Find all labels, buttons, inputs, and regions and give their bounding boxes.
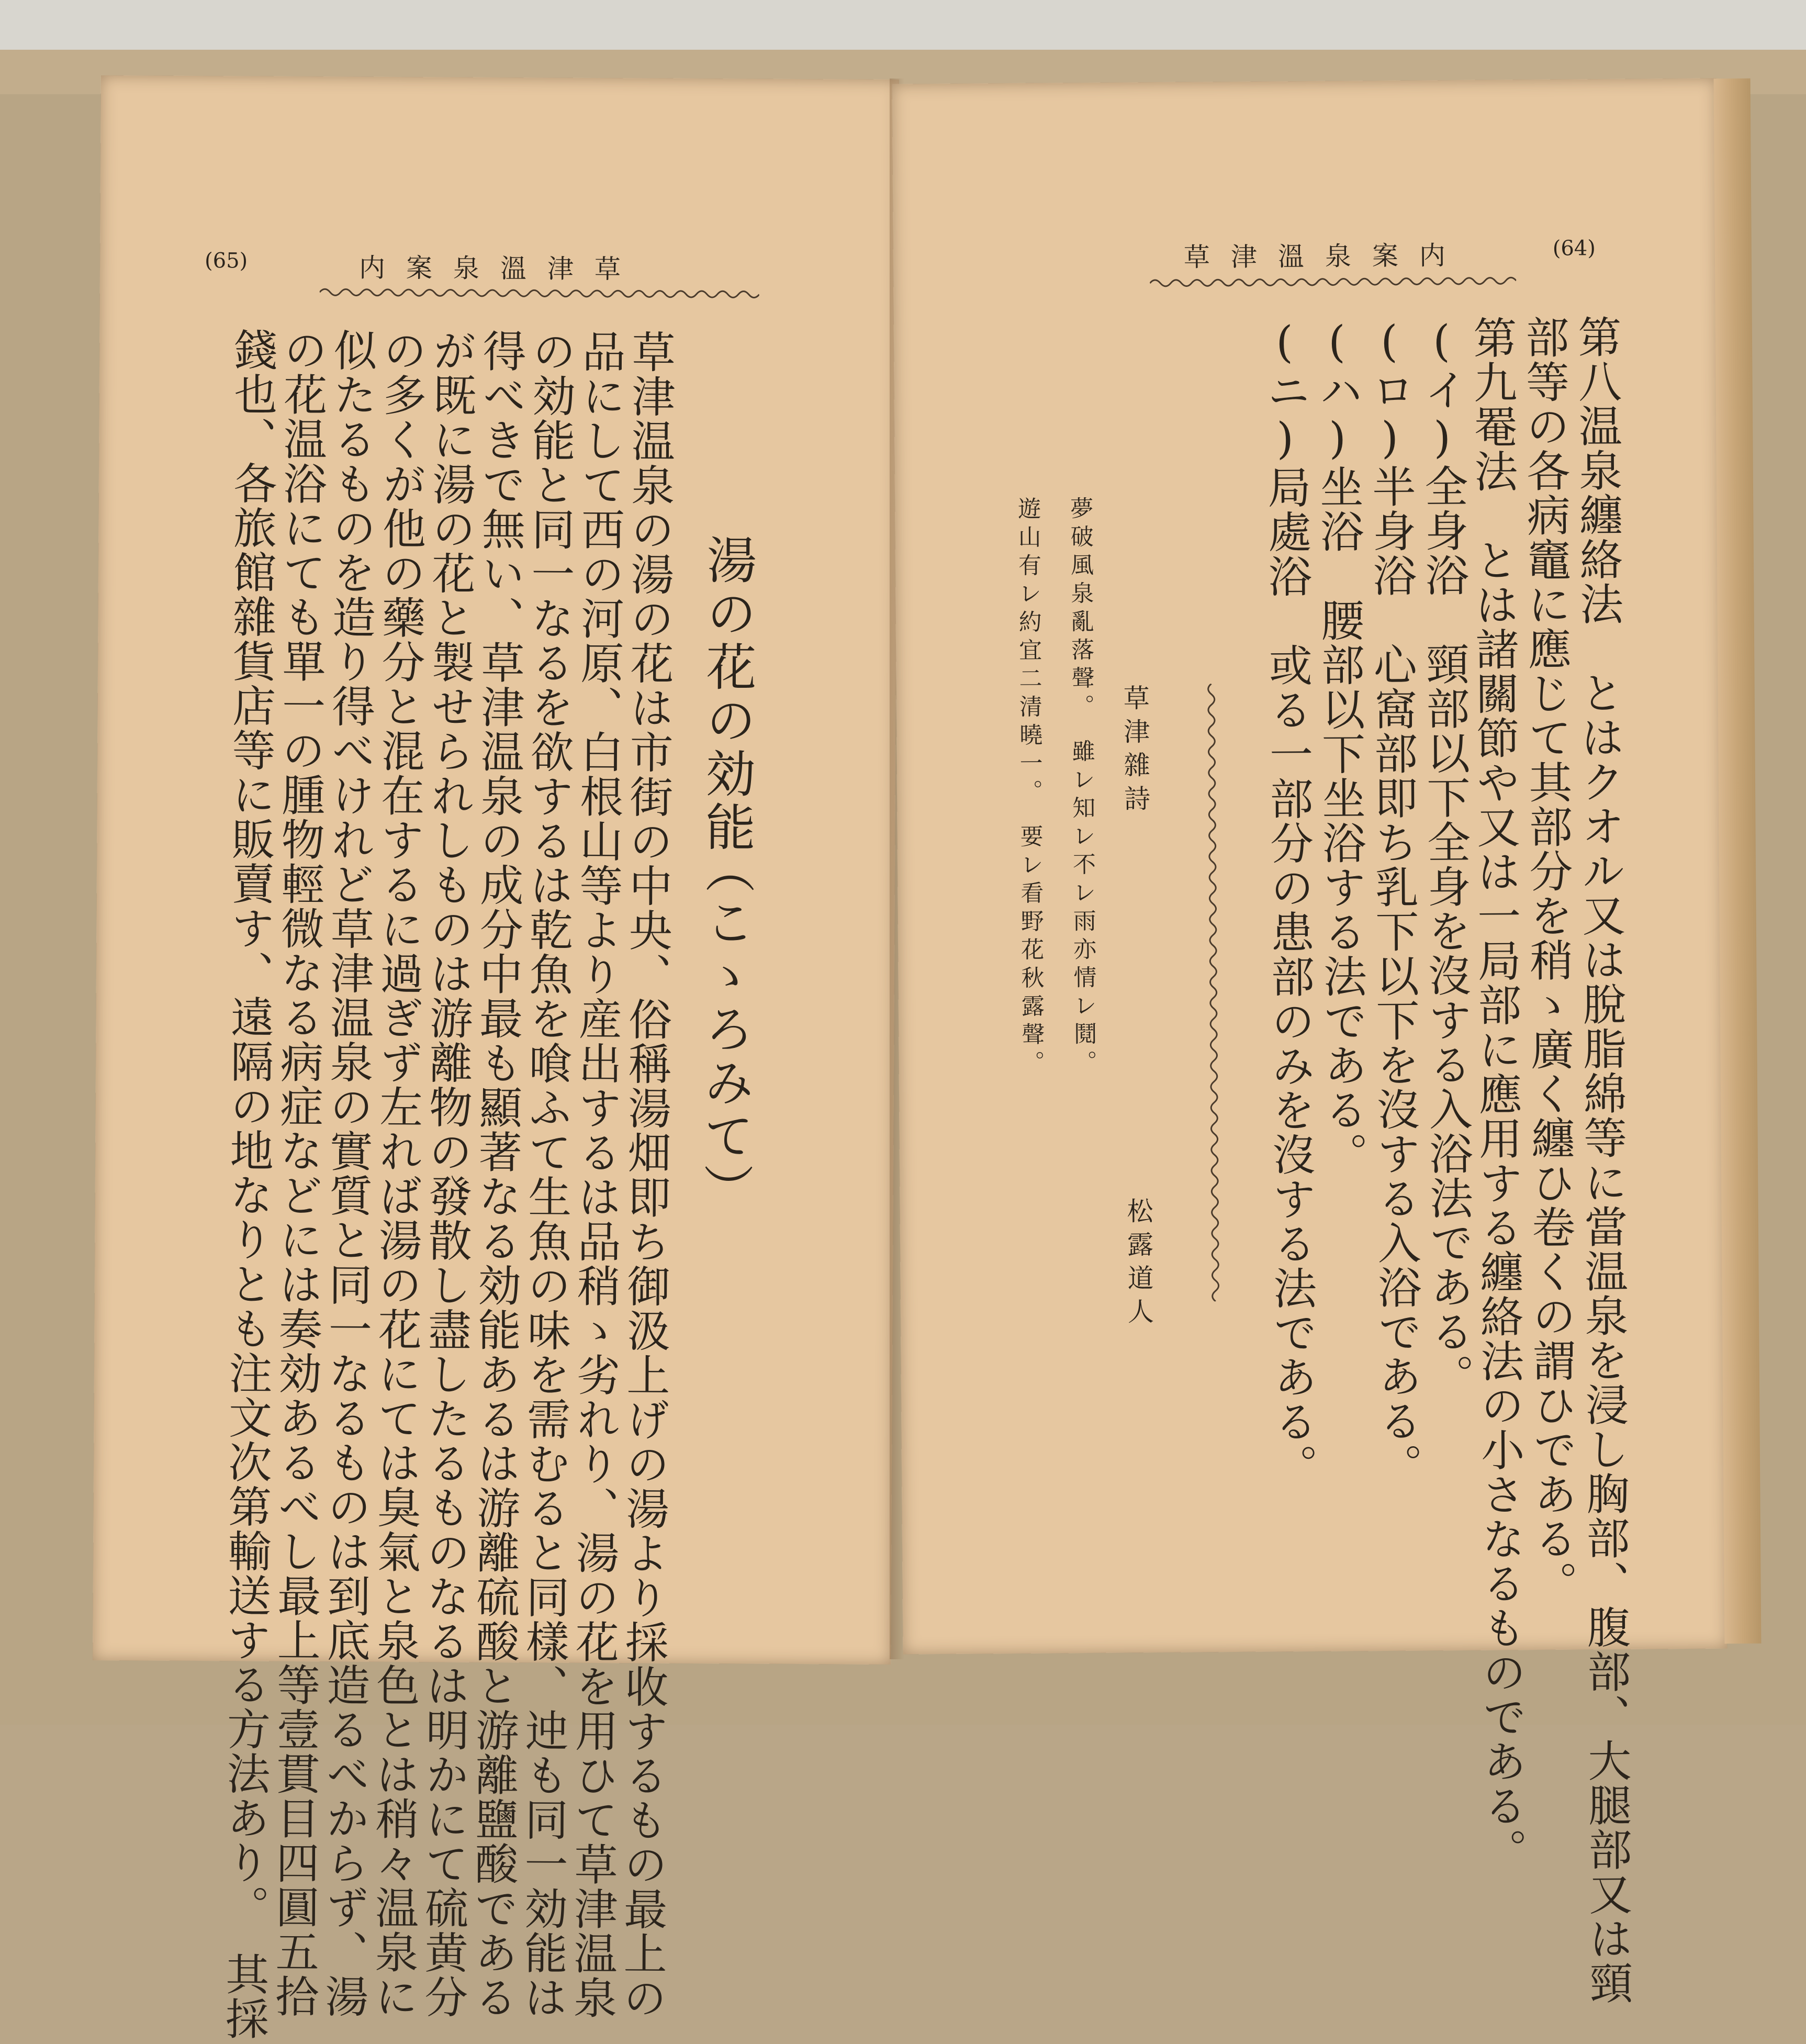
article-byline: （こゝろみて） — [695, 843, 756, 1217]
right-column-6: (ハ)坐浴 腰部以下坐浴する法である。 — [1311, 316, 1368, 1177]
poem-title: 草津雜詩 — [1119, 684, 1151, 819]
right-column-3: 第九罨法 とは諸關節や又は一局部に應用する纏絡法の小さなるものである。 — [1465, 315, 1528, 1873]
body-column-7: 似たるものを造り得べけれど草津温泉の實質と同一なるものは到底造るべからず、湯 — [317, 328, 377, 2019]
body-column-3: の効能と同一なるを欲するは乾魚を喰ふて生魚の味を需むると同樣、迚も同一効能は — [516, 329, 576, 2020]
body-column-9: 錢也、各旅館雜貨店等に販賣す、遠隔の地なりとも注文次第輸送する方法あり。 其採 — [218, 327, 278, 2041]
body-column-5: が既に湯の花と製せられしものは游離物の發散し盡したるものなるは明かにて硫黄分 — [417, 328, 477, 2019]
poem-divider — [1205, 684, 1222, 1301]
poem-line-2: 遊山有レ約宜二清曉一。 要レ看野花秋露聲。 — [1014, 496, 1045, 1079]
right-column-7: (ニ)局處浴 或る一部分の患部のみを沒する法である。 — [1259, 316, 1318, 1489]
right-column-2: 部等の各病竈に應じて其部分を稍ゝ廣く纏ひ卷くの謂ひである。 — [1518, 315, 1578, 1606]
header-rule-left — [320, 286, 759, 300]
poem-author: 松露道人 — [1123, 1197, 1154, 1332]
page-number-right: (64) — [1552, 236, 1596, 261]
right-column-5: (ロ)半身浴 心窩部即ち乳下以下を沒する入浴である。 — [1363, 316, 1423, 1488]
poem-line-1: 夢破風泉亂落聲。 雖レ知レ不レ雨亦情レ鬩。 — [1066, 496, 1097, 1079]
running-header-right: 草津溫泉案内 — [1183, 240, 1467, 273]
right-column-4: (イ)全身浴 頸部以下全身を沒する入浴法である。 — [1416, 315, 1475, 1399]
body-column-4: 得べきで無い、草津温泉の成分中最も顯著なる効能あるは游離硫酸と游離鹽酸である — [466, 328, 526, 2020]
right-page — [892, 79, 1728, 2006]
page-number-left: (65) — [204, 249, 248, 273]
body-column-6: の多くが他の藥分と混在するに過ぎず左れば湯の花にては臭氣と泉色とは稍々温泉に — [367, 328, 427, 2019]
header-rule-right — [1150, 274, 1516, 289]
article-title: 湯の花の効能 — [697, 534, 758, 855]
right-column-1: 第八温泉纏絡法 とはクオル又は脫脂綿等に當温泉を浸し胸部、腹部、大腿部又は頸 — [1570, 314, 1633, 2006]
body-column-8: の花温浴にても單一の腫物輕微なる病症などには奏効あるべし最上等壹貫目四圓五拾 — [267, 327, 328, 2019]
body-column-1: 草津温泉の湯の花は市街の中央、俗稱湯畑即ち御汲上げの湯より採收するもの最上の — [615, 329, 676, 2020]
backing-top-strip — [0, 0, 1806, 50]
body-column-2: 品にして西の河原、白根山等より産出するは品稍ゝ劣れり、湯の花を用ひて草津温泉 — [566, 329, 626, 2020]
left-page — [93, 75, 899, 2041]
running-header-left: 内案泉溫津草 — [358, 252, 642, 285]
